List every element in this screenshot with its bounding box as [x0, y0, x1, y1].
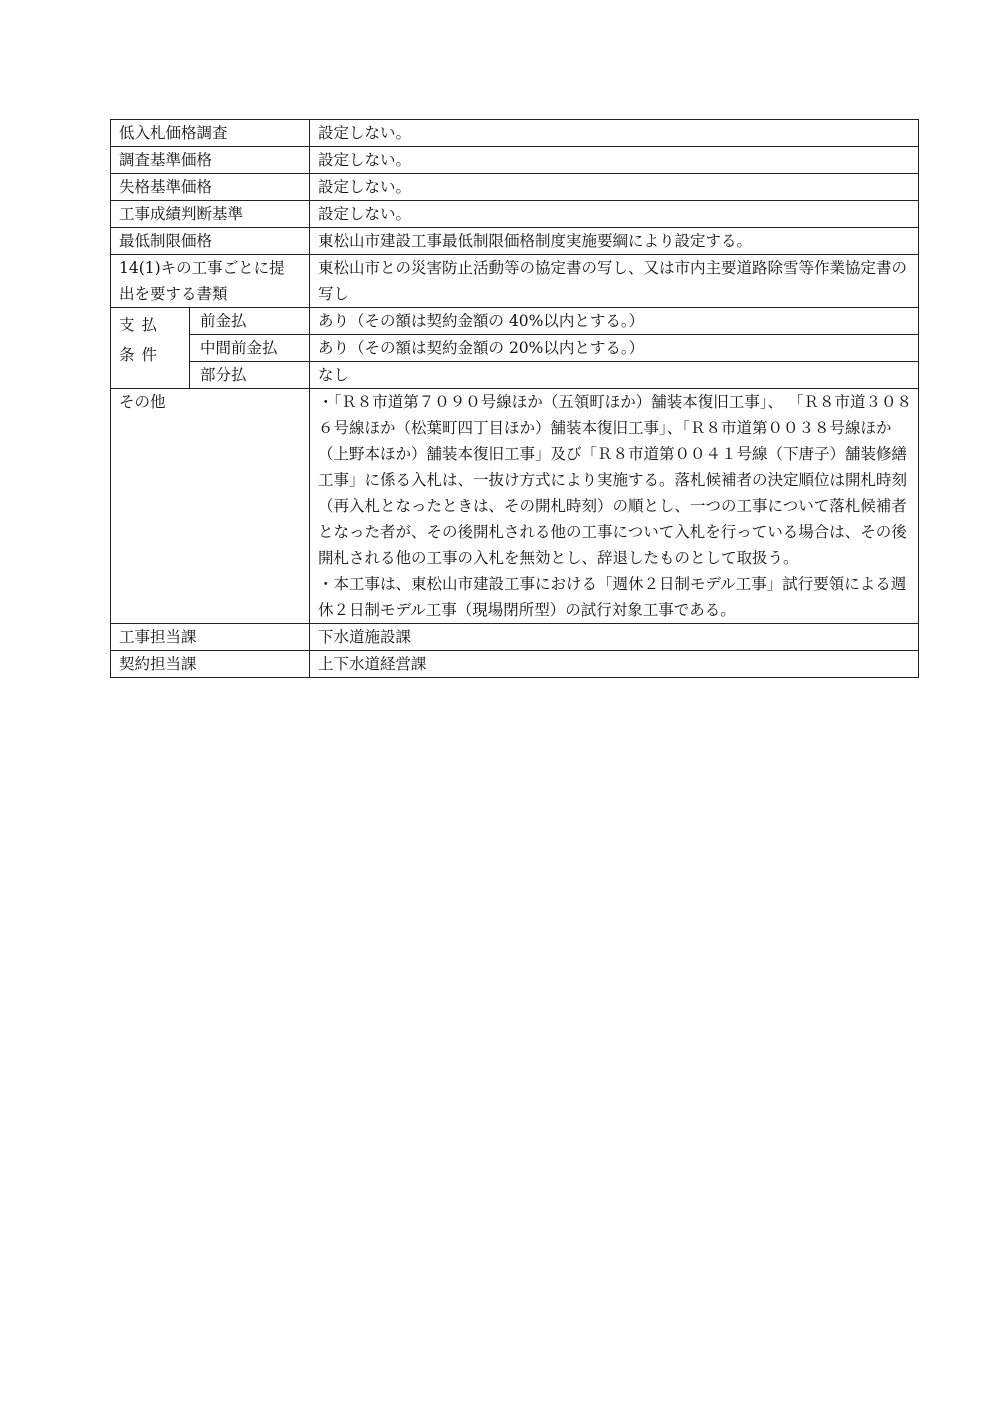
row-label-required-documents: 14(1)キの工事ごとに提出を要する書類: [111, 255, 310, 308]
row-label-disqualification-base-price: 失格基準価格: [111, 174, 310, 201]
row-value-interim-advance-payment: あり（その額は契約金額の 20%以内とする。）: [310, 335, 919, 362]
row-value-other: [310, 389, 919, 624]
table-row: [111, 201, 919, 228]
table-row: [111, 389, 919, 624]
table-row: [111, 147, 919, 174]
row-value-disqualification-base-price: 設定しない。: [310, 174, 919, 201]
table-row: [111, 624, 919, 651]
row-label-low-bid-survey: 低入札価格調査: [111, 120, 310, 147]
row-label-interim-advance-payment: 中間前金払: [190, 335, 310, 362]
row-label-advance-payment: 前金払: [190, 308, 310, 335]
row-value-survey-base-price: 設定しない。: [310, 147, 919, 174]
row-value-minimum-price: 東松山市建設工事最低制限価格制度実施要綱により設定する。: [310, 228, 919, 255]
row-label-partial-payment: 部分払: [190, 362, 310, 389]
row-value-contract-dept: 上下水道経営課: [310, 651, 919, 678]
row-value-performance-criteria: 設定しない。: [310, 201, 919, 228]
row-label-other: その他: [111, 389, 310, 624]
table-row: [111, 335, 919, 362]
row-label-payment-terms: 支払条件: [111, 308, 190, 389]
row-label-performance-criteria: 工事成績判断基準: [111, 201, 310, 228]
table-row: [111, 255, 919, 308]
table-row: [111, 174, 919, 201]
table-row: [111, 308, 919, 335]
other-note-sequential-award: ・「Ｒ８市道第７０９０号線ほか（五領町ほか）舗装本復旧工事」、 「Ｒ８市道３０８６号線ほか（松葉町四丁目ほか）舗装本復旧工事」、「Ｒ８市道第００３８号線ほか（上野本ほか）舗装本復旧工事」及び「Ｒ８市道第００４１号線（下唐子）舗装修繕工事」に係る入札は、一抜け方式により実施する。落札候補者の決定順位は開札時刻（再入札となったときは、その開札時刻）の順とし、一つの工事について落札候補者となった者が、その後開札される他の工事について入札を行っている場合は、その後開札される他の工事の入札を無効とし、辞退したものとして取扱う。: [318, 393, 912, 567]
row-value-advance-payment: あり（その額は契約金額の 40%以内とする。）: [310, 308, 919, 335]
other-note-two-day-weekend: ・本工事は、東松山市建設工事における「週休２日制モデル工事」試行要領による週休２日制モデル工事（現場閉所型）の試行対象工事である。: [318, 575, 907, 619]
table-row: [111, 362, 919, 389]
row-label-minimum-price: 最低制限価格: [111, 228, 310, 255]
row-value-partial-payment: なし: [310, 362, 919, 389]
table-row: [111, 120, 919, 147]
table-row: [111, 228, 919, 255]
row-value-required-documents: 東松山市との災害防止活動等の協定書の写し、又は市内主要道路除雪等作業協定書の写し: [310, 255, 919, 308]
row-label-survey-base-price: 調査基準価格: [111, 147, 310, 174]
row-label-contract-dept: 契約担当課: [111, 651, 310, 678]
row-value-low-bid-survey: 設定しない。: [310, 120, 919, 147]
bid-conditions-table: [110, 119, 919, 678]
row-label-construction-dept: 工事担当課: [111, 624, 310, 651]
table-row: [111, 651, 919, 678]
row-value-construction-dept: 下水道施設課: [310, 624, 919, 651]
